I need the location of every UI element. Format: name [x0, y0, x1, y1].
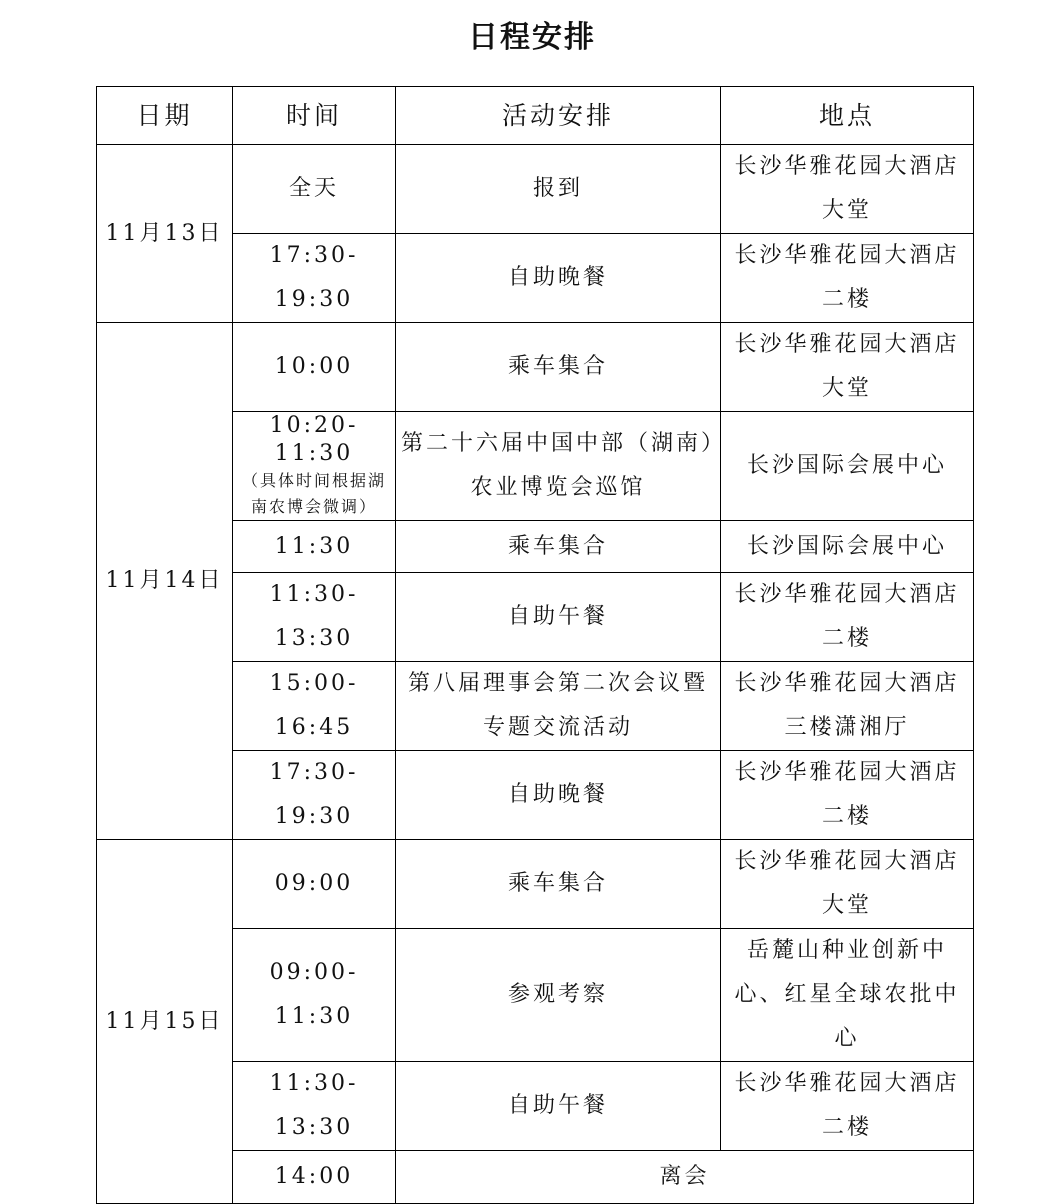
table-row [97, 840, 974, 929]
time-cell: 09:00-11:30 [233, 929, 396, 1062]
location-cell: 长沙华雅花园大酒店二楼 [721, 573, 974, 662]
location-cell: 长沙华雅花园大酒店二楼 [721, 234, 974, 323]
page-title: 日程安排 [468, 20, 596, 55]
activity-cell: 自助午餐 [396, 573, 721, 662]
date-cell: 11月15日 [97, 840, 233, 1204]
activity-cell: 报到 [396, 145, 721, 234]
activity-cell: 离会 [396, 1151, 974, 1204]
activity-cell: 第八届理事会第二次会议暨专题交流活动 [396, 662, 721, 751]
location-cell: 长沙华雅花园大酒店大堂 [721, 145, 974, 234]
activity-cell: 乘车集合 [396, 840, 721, 929]
header-location: 地点 [721, 87, 974, 145]
time-cell: 全天 [233, 145, 396, 234]
time-cell: 17:30-19:30 [233, 751, 396, 840]
time-cell: 17:30-19:30 [233, 234, 396, 323]
time-note: （具体时间根据湖南农博会微调） [241, 471, 386, 516]
header-date: 日期 [97, 87, 233, 145]
location-cell: 长沙华雅花园大酒店二楼 [721, 751, 974, 840]
activity-cell: 自助午餐 [396, 1062, 721, 1151]
time-cell: 10:00 [233, 323, 396, 412]
table-row [97, 145, 974, 234]
table-row [97, 323, 974, 412]
header-row [97, 87, 974, 145]
header-activity: 活动安排 [396, 87, 721, 145]
location-cell: 岳麓山种业创新中心、红星全球农批中心 [721, 929, 974, 1062]
location-cell: 长沙华雅花园大酒店二楼 [721, 1062, 974, 1151]
activity-cell: 参观考察 [396, 929, 721, 1062]
location-cell: 长沙国际会展中心 [721, 412, 974, 521]
activity-cell: 自助晚餐 [396, 234, 721, 323]
time-cell: 09:00 [233, 840, 396, 929]
location-cell: 长沙华雅花园大酒店大堂 [721, 840, 974, 929]
location-cell: 长沙国际会展中心 [721, 521, 974, 573]
time-cell: 11:30 [233, 521, 396, 573]
date-cell: 11月13日 [97, 145, 233, 323]
time-cell: 15:00-16:45 [233, 662, 396, 751]
time-cell: 14:00 [233, 1151, 396, 1204]
activity-cell: 自助晚餐 [396, 751, 721, 840]
time-cell: 11:30-13:30 [233, 1062, 396, 1151]
date-cell: 11月14日 [97, 323, 233, 840]
header-time: 时间 [233, 87, 396, 145]
time-text: 10:20-11:30 [269, 413, 359, 466]
location-cell: 长沙华雅花园大酒店三楼潇湘厅 [721, 662, 974, 751]
time-cell [233, 412, 396, 521]
schedule-table [96, 86, 974, 1204]
activity-cell: 第二十六届中国中部（湖南）农业博览会巡馆 [396, 412, 721, 521]
activity-cell: 乘车集合 [396, 323, 721, 412]
activity-cell: 乘车集合 [396, 521, 721, 573]
location-cell: 长沙华雅花园大酒店大堂 [721, 323, 974, 412]
time-cell: 11:30-13:30 [233, 573, 396, 662]
